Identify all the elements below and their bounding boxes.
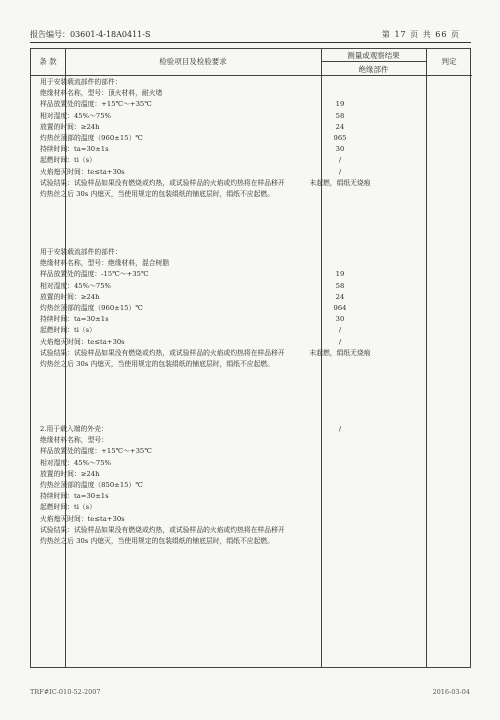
note-result: 未起燃，绢纸无烧痕: [309, 348, 371, 357]
section-line: 持续时间：ta=30±1s: [40, 145, 109, 154]
report-number: 报告编号：03601-4-18A0411-S: [30, 30, 151, 39]
section-line: 放置的时间：≥24h: [40, 469, 100, 478]
result-value: [300, 458, 380, 469]
section-line: 放置的时间：≥24h: [40, 122, 100, 131]
subheader-rule: [321, 61, 426, 62]
result-value: 58: [335, 281, 345, 290]
form-number: TRF#IC-010-52-2007: [30, 688, 101, 696]
header-result-sub: 绝缘部件: [358, 65, 389, 74]
section-line: 绝缘材料名称，型号：: [40, 436, 108, 445]
results-section-3: [300, 424, 380, 536]
note-result: [300, 525, 380, 536]
section-line: 相对湿度：45%～75%: [40, 281, 111, 290]
section-line: 持续时间：ta=30±1s: [40, 315, 109, 324]
col-divider: [426, 49, 427, 667]
section-note: 试验结果：试验样品如果没有燃烧或灼热，或试验样品的火焰或灼热将在样品移开灼热丝之后 30s 内熄灭，当使用规定的包装绢纸的铺底层时，绢纸不应起燃。: [40, 178, 285, 199]
section-line: 火焰熄灭时间：te≤ta+30s: [40, 337, 125, 346]
section-note: 试验结果：试验样品如果没有燃烧或灼热，或试验样品的火焰或灼热将在样品移开灼热丝之后 30s 内熄灭，当使用规定的包装绢纸的铺底层时，绢纸不应起燃。: [40, 348, 285, 369]
section-note: 试验结果：试验样品如果没有燃烧或灼热，或试验样品的火焰或灼热将在样品移开灼热丝之后 30s 内熄灭，当使用规定的包装绢纸的铺底层时，绢纸不应起燃。: [40, 525, 285, 546]
result-value: [300, 435, 380, 446]
result-value: 30: [335, 145, 345, 154]
section-line: 样品放置处的温度：-15℃～+35℃: [40, 270, 149, 279]
section-line: 火焰熄灭时间：te≤ta+30s: [40, 167, 125, 176]
result-value: [300, 514, 380, 525]
section-line: 相对湿度：45%～75%: [40, 111, 111, 120]
result-value: 19: [335, 270, 345, 279]
result-value: 24: [335, 122, 345, 131]
result-value: /: [338, 326, 342, 335]
issue-date: 2016-03-04: [432, 688, 470, 696]
section-line: 相对湿度：45%～75%: [40, 458, 111, 467]
result-value: [300, 258, 380, 269]
result-value: [300, 480, 380, 491]
test-section-1: [40, 77, 290, 200]
section-line: 绝缘材料名称，型号：绝缘材料，混合树脂: [40, 259, 170, 268]
result-value: 30: [335, 315, 345, 324]
section-line: 灼热丝顶部的温度（960±15）℃: [40, 304, 143, 313]
section-line: 样品放置处的温度：+15℃～+35℃: [40, 447, 152, 456]
section-line: 持续时间：ta=30±1s: [40, 492, 109, 501]
section-line: 起燃时间：ti（s）: [40, 503, 96, 512]
header-clause: 条 款: [39, 57, 57, 66]
section-line: 用于安装载流部件的部件：: [40, 78, 122, 86]
result-value: [300, 469, 380, 480]
test-section-2: [40, 247, 290, 370]
page-number: 第 17 页 共 66 页: [381, 30, 460, 39]
header-result-group: 测量或观察结果: [347, 51, 400, 60]
section-line: 绝缘材料名称，型号：顶火材料，耐火堵: [40, 89, 163, 98]
section-line: 起燃时间：ti（s）: [40, 156, 96, 165]
result-value: 965: [333, 133, 347, 142]
result-value: 24: [335, 292, 345, 301]
header-verdict: 判定: [441, 57, 457, 66]
section-line: 样品放置处的温度：+15℃～+35℃: [40, 100, 152, 109]
note-result: 未起燃，绢纸无烧痕: [309, 178, 371, 187]
section-line: 2.用于载入端的外壳：: [40, 425, 108, 433]
result-value: /: [338, 425, 342, 433]
result-value: [300, 491, 380, 502]
section-line: 起燃时间：ti（s）: [40, 326, 96, 335]
section-line: 火焰熄灭时间：te≤ta+30s: [40, 514, 125, 523]
result-value: 19: [335, 100, 345, 109]
header-rule: [30, 42, 471, 43]
result-value: /: [338, 337, 342, 346]
result-value: 964: [333, 303, 347, 312]
header-bottom-rule: [31, 75, 472, 76]
result-value: [300, 88, 380, 99]
results-section-1: [300, 77, 380, 189]
result-value: /: [338, 167, 342, 176]
header-item: 检验项目及检验要求: [159, 57, 227, 66]
result-value: /: [338, 156, 342, 165]
result-value: [300, 446, 380, 457]
result-value: [300, 247, 380, 258]
result-value: [300, 502, 380, 513]
section-line: 灼热丝顶部的温度（960±15）℃: [40, 134, 143, 143]
result-value: 58: [335, 111, 345, 120]
result-value: [300, 77, 380, 88]
section-line: 灼热丝顶部的温度（850±15）℃: [40, 481, 143, 490]
test-section-3: [40, 424, 290, 547]
results-section-2: [300, 247, 380, 359]
page-header: [30, 27, 470, 41]
section-line: 放置的时间：≥24h: [40, 292, 100, 301]
section-line: 用于安装载流部件的部件：: [40, 248, 122, 256]
